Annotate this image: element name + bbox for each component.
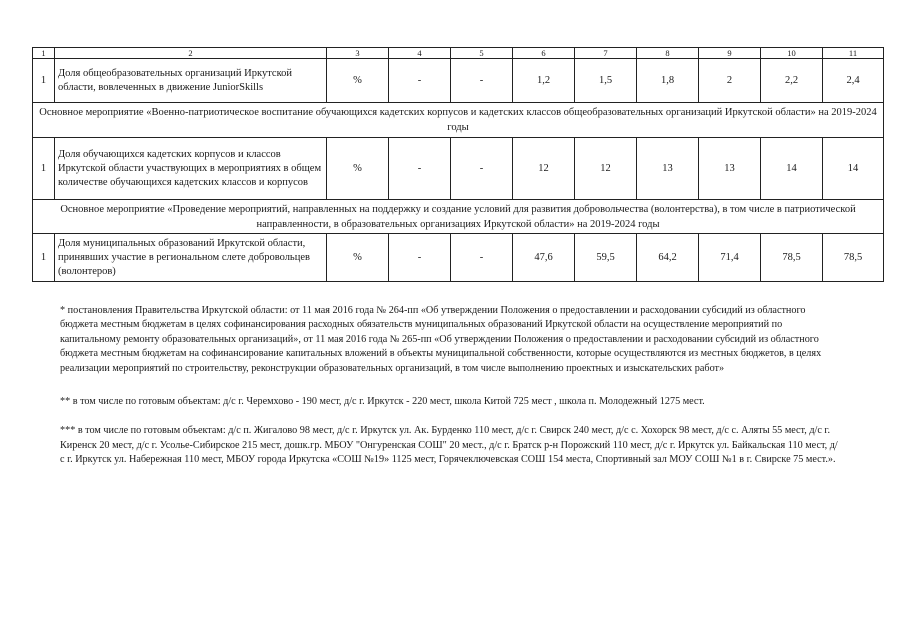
value-cell: 12: [575, 138, 637, 200]
value-cell: -: [451, 138, 513, 200]
value-cell: -: [451, 59, 513, 103]
value-cell: 47,6: [513, 234, 575, 282]
unit-cell: %: [327, 59, 389, 103]
row-number: 1: [33, 234, 55, 282]
value-cell: -: [389, 234, 451, 282]
value-cell: 14: [823, 138, 884, 200]
row-number: 1: [33, 59, 55, 103]
table-row: [33, 234, 884, 282]
unit-cell: %: [327, 234, 389, 282]
value-cell: -: [389, 138, 451, 200]
value-cell: 71,4: [699, 234, 761, 282]
section-heading: Основное мероприятие «Военно-патриотическое воспитание обучающихся кадетских корпусов и кадетских классов общеобразовательных организаций Иркутской области» на 2019-2024 годы: [33, 103, 884, 138]
value-cell: 2: [699, 59, 761, 103]
column-number: 3: [327, 48, 389, 59]
section-row: [33, 200, 884, 234]
column-number: 6: [513, 48, 575, 59]
value-cell: 14: [761, 138, 823, 200]
table-row: [33, 138, 884, 200]
value-cell: 1,2: [513, 59, 575, 103]
indicator-name: Доля обучающихся кадетских корпусов и классов Иркутской области участвующих в мероприятиях в общем количестве обучающихся кадетских классов и корпусов: [55, 138, 327, 200]
value-cell: 2,2: [761, 59, 823, 103]
value-cell: 13: [637, 138, 699, 200]
footnote-single-asterisk: * постановления Правительства Иркутской области: от 11 мая 2016 года № 264-пп «Об утверждении Положения о предоставлении и расходовании субсидий из областного бюджета местным бюджетам в целях софинансирования расходных обязательств муниципальных образований Иркутской области на осуществление мероприятий по капитальному ремонту образовательных организаций», от 11 мая 2016 года № 265-пп «Об утверждении Положения о предоставлении и расходовании субсидий из областного бюджета местным бюджетам на софинансирование капитальных вложений в объекты муниципальной собственности, которые осуществляются из местных бюджетов, в целях реализации мероприятий по строительству, реконструкции образовательных организаций, в том числе выполнению проектных и изыскательских работ»: [60, 305, 822, 374]
column-number: 4: [389, 48, 451, 59]
footnote-double-asterisk: ** в том числе по готовым объектам: д/с г. Черемхово - 190 мест, д/с г. Иркутск - 220 мест, школа Китой 725 мест , школа п. Молодежный 1275 мест.: [60, 396, 705, 408]
column-number: 5: [451, 48, 513, 59]
value-cell: 2,4: [823, 59, 884, 103]
value-cell: 78,5: [761, 234, 823, 282]
footnote-triple-asterisk: *** в том числе по готовым объектам: д/с п. Жигалово 98 мест, д/с г. Иркутск ул. Ак. Бурденко 110 мест, д/с г. Свирск 240 мест, д/с с. Хохорск 98 мест, д/с с. Аляты 55 мест, д/с г. Киренск 20 мест, д/с г. Усолье-Сибирское 215 мест, дошк.гр. МБОУ "Онгуренская СОШ" 20 мест., д/с г. Братск р-н Порожский 110 мест, д/с г. Иркутск ул. Байкальская 110 мест, д/с г. Иркутск ул. Набережная 110 мест, МБОУ города Иркутска «СОШ №19» 1125 мест, Горячеключевская СОШ 154 места, Спортивный зал МОУ СОШ №1 в г. Свирске 75 мест.».: [60, 425, 838, 466]
column-number: 7: [575, 48, 637, 59]
value-cell: 13: [699, 138, 761, 200]
indicator-name: Доля общеобразовательных организаций Иркутской области, вовлеченных в движение JuniorSkills: [55, 59, 327, 103]
column-number-row: [33, 48, 884, 59]
indicator-name: Доля муниципальных образований Иркутской области, принявших участие в региональном слете добровольцев (волонтеров): [55, 234, 327, 282]
value-cell: 78,5: [823, 234, 884, 282]
section-row: [33, 103, 884, 138]
column-number: 9: [699, 48, 761, 59]
value-cell: 59,5: [575, 234, 637, 282]
column-number: 8: [637, 48, 699, 59]
row-number: 1: [33, 138, 55, 200]
column-number: 2: [55, 48, 327, 59]
value-cell: -: [451, 234, 513, 282]
footnotes: [60, 304, 840, 482]
value-cell: -: [389, 59, 451, 103]
section-heading: Основное мероприятие «Проведение мероприятий, направленных на поддержку и создание условий для развития добровольчества (волонтерства), в том числе в патриотической направленности, в образовательных организациях Иркутской области» на 2019-2024 годы: [33, 200, 884, 234]
unit-cell: %: [327, 138, 389, 200]
column-number: 11: [823, 48, 884, 59]
value-cell: 64,2: [637, 234, 699, 282]
indicators-table: [32, 47, 884, 282]
table-row: [33, 59, 884, 103]
column-number: 1: [33, 48, 55, 59]
value-cell: 1,8: [637, 59, 699, 103]
column-number: 10: [761, 48, 823, 59]
value-cell: 12: [513, 138, 575, 200]
value-cell: 1,5: [575, 59, 637, 103]
